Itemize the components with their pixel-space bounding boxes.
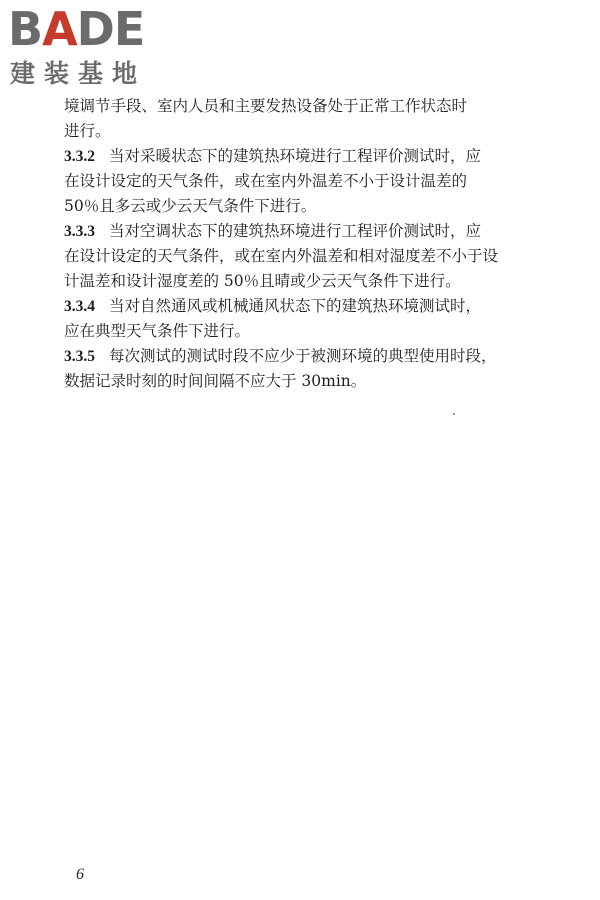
text-line [64, 244, 564, 269]
clause-number: 3.3.4 [64, 298, 95, 315]
text-line [64, 269, 564, 294]
logo-letter-b: B [8, 2, 43, 56]
logo-chinese-text: 建装基地 [10, 59, 147, 88]
clause-3-3-3 [64, 219, 564, 294]
line-text: 在设计设定的天气条件，或在室内外温差和相对湿度差不小于设 [64, 247, 499, 265]
line-text: 应在典型天气条件下进行。 [64, 322, 251, 340]
line-text: 当对采暖状态下的建筑热环境进行工程评价测试时，应 [109, 147, 482, 165]
clause-3-3-5 [64, 344, 564, 394]
text-line [64, 194, 564, 219]
line-text: 50％且多云或少云天气条件下进行。 [64, 197, 317, 215]
logo-wordmark [8, 2, 145, 56]
text-line [64, 219, 564, 244]
line-text: 每次测试的测试时段不应少于被测环境的典型使用时段， [109, 347, 497, 365]
document-body [64, 94, 564, 394]
line-text: 在设计设定的天气条件，或在室内外温差不小于设计温差的 [64, 172, 468, 190]
logo-letter-a: A [42, 2, 77, 56]
scan-speck [453, 413, 455, 415]
line-text: 当对自然通风或机械通风状态下的建筑热环境测试时， [109, 297, 482, 315]
line-text: 数据记录时刻的时间间隔不应大于 30min。 [64, 372, 367, 390]
text-line [64, 144, 564, 169]
page-number: 6 [76, 866, 84, 883]
text-line [64, 94, 564, 119]
text-line [64, 369, 564, 394]
text-line [64, 294, 564, 319]
clause-3-3-4 [64, 294, 564, 344]
logo-letters-de: DE [76, 2, 145, 56]
text-line [64, 169, 564, 194]
line-text: 当对空调状态下的建筑热环境进行工程评价测试时，应 [109, 222, 482, 240]
text-line [64, 344, 564, 369]
line-text: 进行。 [64, 122, 111, 140]
bade-logo [8, 2, 178, 88]
text-line [64, 319, 564, 344]
paragraph-continuation [64, 94, 564, 144]
line-text: 境调节手段、室内人员和主要发热设备处于正常工作状态时 [64, 97, 468, 115]
line-text: 计温差和设计湿度差的 50％且晴或少云天气条件下进行。 [64, 272, 461, 290]
text-line [64, 119, 564, 144]
clause-number: 3.3.5 [64, 348, 95, 365]
clause-number: 3.3.2 [64, 148, 95, 165]
clause-3-3-2 [64, 144, 564, 219]
clause-number: 3.3.3 [64, 223, 95, 240]
